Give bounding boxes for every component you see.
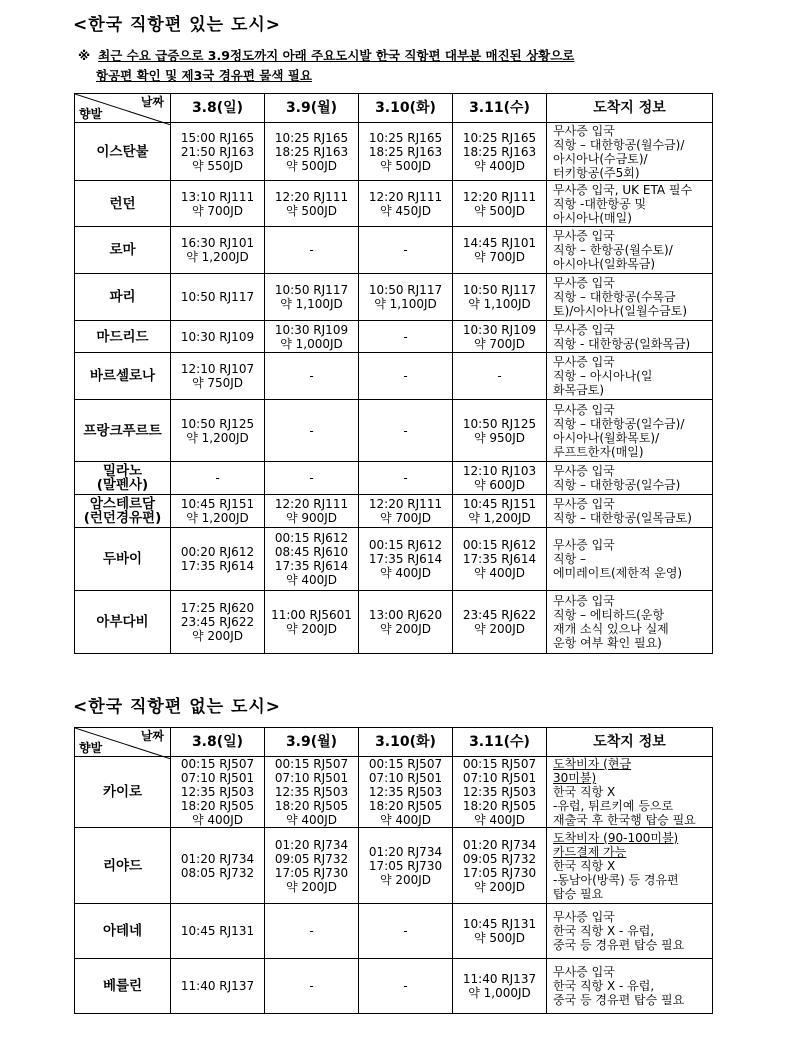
flight-cell-d3: 13:00 RJ620 약 200JD <box>359 591 453 654</box>
city-cell: 파리 <box>75 274 171 321</box>
city-cell: 리야드 <box>75 828 171 904</box>
city-cell: 로마 <box>75 227 171 274</box>
flight-cell-d2: 01:20 RJ734 09:05 RJ732 17:05 RJ730 약 200JD <box>265 828 359 904</box>
flight-cell-d4: 00:15 RJ507 07:10 RJ501 12:35 RJ503 18:20 RJ505 약 400JD <box>453 757 547 828</box>
flight-cell-d1: 11:40 RJ137 <box>171 959 265 1014</box>
flight-cell-d1: 10:50 RJ125 약 1,200JD <box>171 400 265 462</box>
flight-cell-d3: 12:20 RJ111 약 700JD <box>359 495 453 528</box>
flight-cell-d1: 00:15 RJ507 07:10 RJ501 12:35 RJ503 18:20 RJ505 약 400JD <box>171 757 265 828</box>
notice-line1: 최근 수요 급증으로 3.9정도까지 아래 주요도시발 한국 직항편 대부분 매진된 상황으로 <box>98 48 575 63</box>
route-info: 무사증 입국 직항 – 대한항공(일수금)/ 아시아나(월화목토)/ 루프트한자(매일) <box>553 402 685 459</box>
destination-info-cell <box>547 828 713 904</box>
col-header-d2: 3.9(월) <box>265 728 359 757</box>
col-header-info: 도착지 정보 <box>547 94 713 123</box>
route-info: 무사증 입국 직항 - 대한항공(일화목금) <box>553 322 691 351</box>
flight-cell-d2: 12:20 RJ111 약 900JD <box>265 495 359 528</box>
flight-cell-d3: 00:15 RJ507 07:10 RJ501 12:35 RJ503 18:20 RJ505 약 400JD <box>359 757 453 828</box>
city-cell: 베를린 <box>75 959 171 1014</box>
destination-info-cell <box>547 462 713 495</box>
route-info: 무사증 입국 직항 – 대한항공(일수금) <box>553 464 681 492</box>
destination-info-cell <box>547 495 713 528</box>
city-cell: 프랑크푸르트 <box>75 400 171 462</box>
flight-cell-d1: 10:30 RJ109 <box>171 321 265 353</box>
flight-cell-d2: - <box>265 400 359 462</box>
flight-cell-d4: 00:15 RJ612 17:35 RJ614 약 400JD <box>453 528 547 591</box>
flight-cell-d2: 10:50 RJ117 약 1,100JD <box>265 274 359 321</box>
route-info: 무사증 입국 직항 – 아시아나(일 화목금토) <box>553 355 653 397</box>
table-row <box>75 828 713 904</box>
flight-cell-d2: 10:30 RJ109 약 1,000JD <box>265 321 359 353</box>
table-row <box>75 123 713 181</box>
city-cell: 이스탄불 <box>75 123 171 181</box>
table-row <box>75 495 713 528</box>
city-cell: 카이로 <box>75 757 171 828</box>
flight-cell-d4: - <box>453 353 547 400</box>
flight-cell-d4: 11:40 RJ137 약 1,000JD <box>453 959 547 1014</box>
destination-info-cell <box>547 227 713 274</box>
table-row <box>75 353 713 400</box>
flight-cell-d4: 10:50 RJ125 약 950JD <box>453 400 547 462</box>
flight-cell-d2: 00:15 RJ612 08:45 RJ610 17:35 RJ614 약 400JD <box>265 528 359 591</box>
flight-cell-d1: 16:30 RJ101 약 1,200JD <box>171 227 265 274</box>
route-info: 무사증 입국, UK ETA 필수 직항 -대한항공 및 아시아나(매일) <box>553 182 693 225</box>
route-info: 무사증 입국 직항 – 대한항공(일목금토) <box>553 497 692 525</box>
destination-info-cell <box>547 591 713 654</box>
flight-cell-d3: 12:20 RJ111 약 450JD <box>359 181 453 227</box>
route-info: 무사증 입국 직항 – 대한항공(월수금)/ 아시아나(수금토)/ 터키항공(주5회) <box>553 123 685 180</box>
col-header-d4: 3.11(수) <box>453 94 547 123</box>
flight-cell-d4: 10:30 RJ109 약 700JD <box>453 321 547 353</box>
notice <box>78 46 748 86</box>
flight-cell-d4: 10:45 RJ151 약 1,200JD <box>453 495 547 528</box>
col-header-d2: 3.9(월) <box>265 94 359 123</box>
destination-info-cell <box>547 274 713 321</box>
notice-line2: 항공편 확인 및 제3국 경유편 물색 필요 <box>96 68 312 83</box>
city-cell: 바르셀로나 <box>75 353 171 400</box>
destination-info-cell <box>547 353 713 400</box>
flight-cell-d3: 10:25 RJ165 18:25 RJ163 약 500JD <box>359 123 453 181</box>
destination-info-cell <box>547 181 713 227</box>
table-row <box>75 528 713 591</box>
route-info: 무사증 입국 직항 – 한항공(월수토)/ 아시아나(일화목금) <box>553 229 673 271</box>
flight-cell-d3: - <box>359 321 453 353</box>
flight-cell-d3: - <box>359 904 453 959</box>
city-cell: 마드리드 <box>75 321 171 353</box>
city-cell: 아부다비 <box>75 591 171 654</box>
flight-cell-d4: 14:45 RJ101 약 700JD <box>453 227 547 274</box>
flight-cell-d3: - <box>359 959 453 1014</box>
direct-flight-table <box>74 93 713 654</box>
corner-date-label: 날짜 <box>140 729 164 743</box>
flight-cell-d3: - <box>359 400 453 462</box>
col-header-d3: 3.10(화) <box>359 728 453 757</box>
table-row <box>75 274 713 321</box>
corner-header <box>75 94 171 123</box>
route-info: 무사증 입국 직항 – 에미레이트(제한적 운영) <box>553 538 683 580</box>
section-title-indirect: <한국 직항편 없는 도시> <box>73 697 282 717</box>
table-header-row <box>75 94 713 123</box>
col-header-info: 도착지 정보 <box>547 728 713 757</box>
table-row <box>75 904 713 959</box>
table-row <box>75 462 713 495</box>
flight-cell-d2: - <box>265 904 359 959</box>
destination-info-cell <box>547 904 713 959</box>
table-header-row <box>75 728 713 757</box>
flight-cell-d1: 15:00 RJ165 21:50 RJ163 약 550JD <box>171 123 265 181</box>
corner-date-label: 날짜 <box>140 95 164 109</box>
corner-origin-label: 향발 <box>79 741 103 755</box>
route-info: 무사증 입국 직항 – 대한항공(수목금 토)/아시아나(일월수금토) <box>553 276 688 318</box>
flight-cell-d4: 12:10 RJ103 약 600JD <box>453 462 547 495</box>
flight-cell-d3: 10:50 RJ117 약 1,100JD <box>359 274 453 321</box>
flight-cell-d4: 10:50 RJ117 약 1,100JD <box>453 274 547 321</box>
route-info: 무사증 입국 직항 – 에티하드(운항 재개 소식 있으나 실제 운항 여부 확인 필요) <box>553 594 669 650</box>
flight-cell-d2: - <box>265 353 359 400</box>
route-info: 무사증 입국 한국 직항 X - 유럽, 중국 등 경유편 탑승 필요 <box>553 910 685 952</box>
flight-cell-d4: 10:25 RJ165 18:25 RJ163 약 400JD <box>453 123 547 181</box>
table-row <box>75 181 713 227</box>
flight-cell-d3: 01:20 RJ734 17:05 RJ730 약 200JD <box>359 828 453 904</box>
destination-info-cell <box>547 528 713 591</box>
flight-cell-d1: 13:10 RJ111 약 700JD <box>171 181 265 227</box>
flight-cell-d1: 00:20 RJ612 17:35 RJ614 <box>171 528 265 591</box>
table-row <box>75 227 713 274</box>
flight-cell-d2: 12:20 RJ111 약 500JD <box>265 181 359 227</box>
flight-cell-d2: 00:15 RJ507 07:10 RJ501 12:35 RJ503 18:20 RJ505 약 400JD <box>265 757 359 828</box>
flight-cell-d4: 10:45 RJ131 약 500JD <box>453 904 547 959</box>
flight-cell-d3: - <box>359 353 453 400</box>
destination-info-cell <box>547 400 713 462</box>
flight-cell-d2: - <box>265 959 359 1014</box>
flight-cell-d3: 00:15 RJ612 17:35 RJ614 약 400JD <box>359 528 453 591</box>
col-header-d3: 3.10(화) <box>359 94 453 123</box>
route-info: 한국 직항 X -유럽, 튀르키예 등으로 재출국 후 한국행 탑승 필요 <box>553 785 696 827</box>
flight-cell-d2: - <box>265 462 359 495</box>
indirect-flight-table <box>74 727 713 1014</box>
visa-info: 도착비자 (현금 30미불) <box>553 757 632 785</box>
route-info: 무사증 입국 한국 직항 X - 유럽, 중국 등 경유편 탑승 필요 <box>553 965 685 1007</box>
flight-cell-d1: 10:45 RJ151 약 1,200JD <box>171 495 265 528</box>
visa-info: 도착비자 (90-100미불) 카드결제 가능 <box>553 830 679 859</box>
table-row <box>75 959 713 1014</box>
city-cell: 밀라노 (말펜사) <box>75 462 171 495</box>
city-cell: 아테네 <box>75 904 171 959</box>
flight-cell-d1: 01:20 RJ734 08:05 RJ732 <box>171 828 265 904</box>
city-cell: 런던 <box>75 181 171 227</box>
route-info: 한국 직항 X -동남아(방콕) 등 경유편 탑승 필요 <box>553 858 679 901</box>
flight-cell-d1: 10:45 RJ131 <box>171 904 265 959</box>
flight-cell-d1: 12:10 RJ107 약 750JD <box>171 353 265 400</box>
section-title-direct: <한국 직항편 있는 도시> <box>73 15 282 35</box>
destination-info-cell <box>547 123 713 181</box>
table-row <box>75 591 713 654</box>
flight-cell-d2: 10:25 RJ165 18:25 RJ163 약 500JD <box>265 123 359 181</box>
flight-cell-d1: 17:25 RJ620 23:45 RJ622 약 200JD <box>171 591 265 654</box>
destination-info-cell <box>547 757 713 828</box>
flight-cell-d4: 12:20 RJ111 약 500JD <box>453 181 547 227</box>
col-header-d1: 3.8(일) <box>171 728 265 757</box>
corner-header <box>75 728 171 757</box>
destination-info-cell <box>547 321 713 353</box>
corner-origin-label: 향발 <box>79 107 103 121</box>
flight-cell-d4: 01:20 RJ734 09:05 RJ732 17:05 RJ730 약 200JD <box>453 828 547 904</box>
flight-cell-d2: - <box>265 227 359 274</box>
city-cell: 두바이 <box>75 528 171 591</box>
flight-cell-d4: 23:45 RJ622 약 200JD <box>453 591 547 654</box>
flight-cell-d3: - <box>359 462 453 495</box>
city-cell: 암스테르담 (런던경유편) <box>75 495 171 528</box>
destination-info-cell <box>547 959 713 1014</box>
table-row <box>75 321 713 353</box>
notice-mark: ※ <box>78 48 91 63</box>
flight-cell-d1: 10:50 RJ117 <box>171 274 265 321</box>
flight-cell-d3: - <box>359 227 453 274</box>
col-header-d1: 3.8(일) <box>171 94 265 123</box>
col-header-d4: 3.11(수) <box>453 728 547 757</box>
table-row <box>75 400 713 462</box>
flight-cell-d1: - <box>171 462 265 495</box>
flight-cell-d2: 11:00 RJ5601 약 200JD <box>265 591 359 654</box>
table-row <box>75 757 713 828</box>
